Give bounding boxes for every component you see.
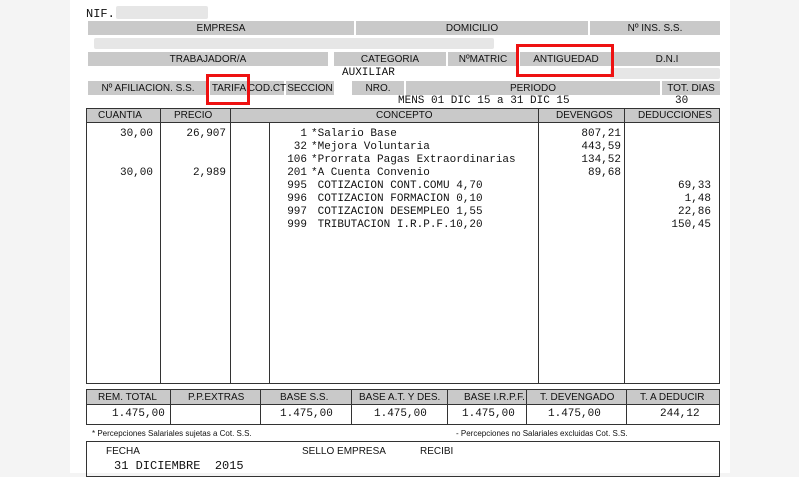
concepto-cell: *Salario Base <box>311 128 397 140</box>
concepto-cell: COTIZACION FORMACION 0,10 <box>311 193 483 205</box>
precio-cell: 26,907 <box>186 128 226 140</box>
sello-label: SELLO EMPRESA <box>302 446 386 457</box>
cuantia-header: CUANTIA <box>98 110 142 121</box>
totals-rule <box>87 404 719 405</box>
t-devengado-value: 1.475,00 <box>548 408 601 420</box>
t-devengado-header: T. DEVENGADO <box>540 392 615 403</box>
pp-extras-header: P.P.EXTRAS <box>188 392 245 403</box>
tot-dias-header: TOT. DIAS <box>662 81 720 95</box>
base-ss-header: BASE S.S. <box>280 392 329 403</box>
antiguedad-highlight <box>516 44 614 77</box>
rem-total-header: REM. TOTAL <box>98 392 157 403</box>
table-row <box>87 180 719 192</box>
totals-divider <box>170 390 171 424</box>
base-irpf-value: 1.475,00 <box>462 408 515 420</box>
header-rule <box>87 122 719 123</box>
table-row <box>87 141 719 153</box>
cuantia-cell: 30,00 <box>119 128 153 140</box>
tarifa-header: TARIFA <box>211 82 247 94</box>
cod-ct-header: COD.CT <box>247 82 287 94</box>
table-row <box>87 193 719 205</box>
code-cell: 996 <box>287 193 307 205</box>
code-cell: 1 <box>300 128 307 140</box>
recibi-label: RECIBI <box>420 446 454 457</box>
nro-header: NRO. <box>352 81 404 95</box>
concepto-header: CONCEPTO <box>376 110 433 121</box>
redacted-empresa <box>94 38 494 49</box>
precio-cell: 2,989 <box>192 167 226 179</box>
dni-header: D.N.I <box>614 52 720 66</box>
concepto-cell: COTIZACION DESEMPLEO 1,55 <box>311 206 483 218</box>
deducciones-header: DEDUCCIONES <box>638 110 712 121</box>
rem-total-value: 1.475,00 <box>112 408 165 420</box>
devengo-cell: 443,59 <box>581 141 621 153</box>
concepto-cell: COTIZACION CONT.COMU 4,70 <box>311 180 483 192</box>
fecha-value: 31 DICIEMBRE 2015 <box>114 459 244 473</box>
concepto-cell: *Prorrata Pagas Extraordinarias <box>311 154 516 166</box>
nmatric-header: NºMATRIC <box>448 52 518 66</box>
categoria-header: CATEGORIA <box>334 52 446 66</box>
code-cell: 32 <box>293 141 307 153</box>
devengo-cell: 134,52 <box>581 154 621 166</box>
cuantia-cell: 30,00 <box>119 167 153 179</box>
devengo-cell: 807,21 <box>581 128 621 140</box>
antiguedad-header: ANTIGUEDAD <box>520 52 612 66</box>
table-row <box>87 167 719 179</box>
deduccion-cell: 69,33 <box>677 180 711 192</box>
devengos-header: DEVENGOS <box>556 110 613 121</box>
code-cell: 997 <box>287 206 307 218</box>
tot-dias-value: 30 <box>675 95 689 107</box>
periodo-header: PERIODO <box>406 81 660 95</box>
code-cell: 106 <box>287 154 307 166</box>
base-at-header: BASE A.T. Y DES. <box>359 392 441 403</box>
totals-divider <box>526 390 527 424</box>
table-row <box>87 128 719 140</box>
redacted-dni <box>610 68 720 79</box>
totals-divider <box>447 390 448 424</box>
code-cell: 999 <box>287 219 307 231</box>
n-afiliacion-header: Nº AFILIACION. S.S. <box>88 81 208 95</box>
categoria-value: AUXILIAR <box>342 67 395 79</box>
deduccion-cell: 22,86 <box>677 206 711 218</box>
totals-divider <box>626 390 627 424</box>
t-deducir-value: 244,12 <box>660 408 700 420</box>
redacted-nif <box>116 6 208 19</box>
table-row <box>87 154 719 166</box>
periodo-value: MENS 01 DIC 15 a 31 DIC 15 <box>398 95 570 107</box>
note-salariales: * Percepciones Salariales sujetas a Cot. S.S. <box>92 429 252 438</box>
tarifa-highlight <box>206 74 250 105</box>
totals-divider <box>351 390 352 424</box>
deduccion-cell: 1,48 <box>684 193 711 205</box>
t-deducir-header: T. A DEDUCIR <box>640 392 705 403</box>
code-cell: 995 <box>287 180 307 192</box>
base-irpf-header: BASE I.R.P.F. <box>464 392 525 403</box>
fecha-label: FECHA <box>106 446 140 457</box>
n-ins-ss-header: Nº INS. S.S. <box>590 21 720 35</box>
code-cell: 201 <box>287 167 307 179</box>
table-row <box>87 219 719 231</box>
table-row <box>87 206 719 218</box>
deduccion-cell: 150,45 <box>671 219 711 231</box>
devengo-cell: 89,68 <box>587 167 621 179</box>
nif-label: NIF. <box>86 7 115 21</box>
concepto-cell: TRIBUTACION I.R.P.F.10,20 <box>311 219 483 231</box>
payslip-sheet <box>70 0 730 473</box>
seccion-header: SECCION <box>287 82 333 94</box>
note-no-salariales: - Percepciones no Salariales excluidas Cot. S.S. <box>456 429 628 438</box>
concepto-cell: *Mejora Voluntaria <box>311 141 430 153</box>
totals-divider <box>260 390 261 424</box>
concepto-cell: *A Cuenta Convenio <box>311 167 430 179</box>
domicilio-header: DOMICILIO <box>356 21 588 35</box>
trabajador-header: TRABAJADOR/A <box>88 52 328 66</box>
empresa-header: EMPRESA <box>88 21 354 35</box>
base-ss-value: 1.475,00 <box>280 408 333 420</box>
base-at-value: 1.475,00 <box>374 408 427 420</box>
precio-header: PRECIO <box>174 110 213 121</box>
